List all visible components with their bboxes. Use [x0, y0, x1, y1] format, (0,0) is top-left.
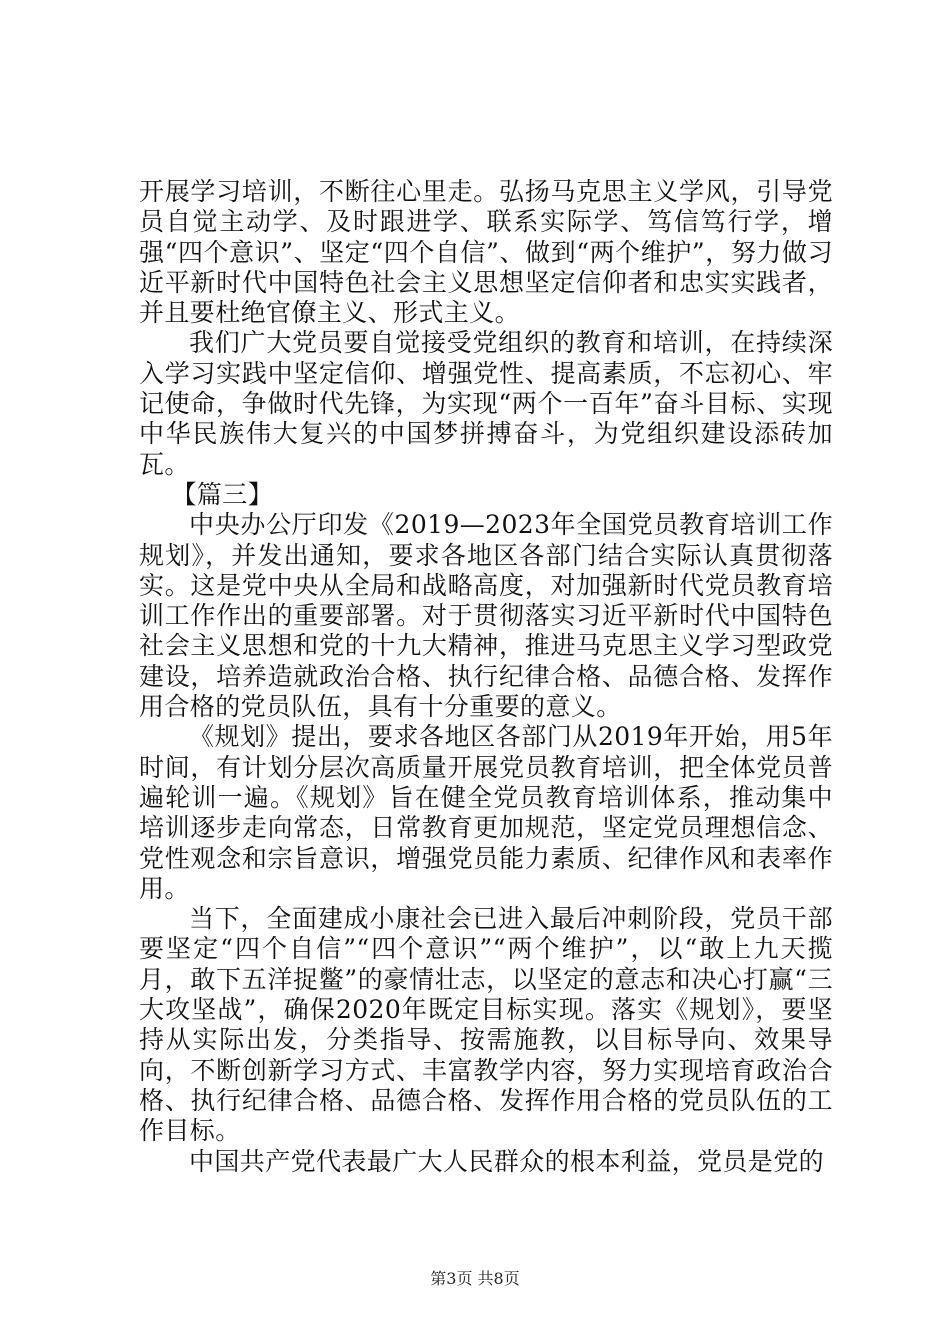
paragraph-4: 《规划》提出，要求各地区各部门从2019年开始，用5年时间，有计划分层次高质量开展党员教育培训，把全体党员普遍轮训一遍。《规划》旨在健全党员教育培训体系，推动集中培训逐步走向常态，日常教育更加规范，坚定党员理想信念、党性观念和宗旨意识，增强党员能力素质、纪律作风和表率作用。: [139, 722, 833, 903]
paragraph-5: 当下，全面建成小康社会已进入最后冲刺阶段，党员干部要坚定“四个自信”“四个意识”“两个维护”，以“敢上九天揽月，敢下五洋捉鳖”的豪情壮志，以坚定的意志和决心打赢“三大攻坚战”，确保2020年既定目标实现。落实《规划》，要坚持从实际出发，分类指导、按需施教，以目标导向、效果导向，不断创新学习方式、丰富教学内容，努力实现培育政治合格、执行纪律合格、品德合格、发挥作用合格的党员队伍的工作目标。: [139, 904, 833, 1146]
section-heading: 【篇三】: [171, 479, 274, 509]
document-body: [139, 177, 833, 1177]
paragraph-1: 开展学习培训，不断往心里走。弘扬马克思主义学风，引导党员自觉主动学、及时跟进学、联系实际学、笃信笃行学，增强“四个意识”、坚定“四个自信”、做到“两个维护”，努力做习近平新时代中国特色社会主义思想坚定信仰者和忠实实践者，并且要杜绝官僚主义、形式主义。: [139, 177, 833, 328]
page-number-footer: 第3页 共8页: [430, 1269, 520, 1288]
paragraph-2: 我们广大党员要自觉接受党组织的教育和培训，在持续深入学习实践中坚定信仰、增强党性、提高素质，不忘初心、牢记使命，争做时代先锋，为实现“两个一百年”奋斗目标、实现中华民族伟大复兴的中国梦拼搏奋斗，为党组织建设添砖加瓦。: [139, 328, 833, 479]
paragraph-3: 中央办公厅印发《2019—2023年全国党员教育培训工作规划》，并发出通知，要求各地区各部门结合实际认真贯彻落实。这是党中央从全局和战略高度，对加强新时代党员教育培训工作作出的重要部署。对于贯彻落实习近平新时代中国特色社会主义思想和党的十九大精神，推进马克思主义学习型政党建设，培养造就政治合格、执行纪律合格、品德合格、发挥作用合格的党员队伍，具有十分重要的意义。: [139, 510, 833, 722]
paragraph-6: 中国共产党代表最广大人民群众的根本利益，党员是党的: [189, 1146, 825, 1176]
